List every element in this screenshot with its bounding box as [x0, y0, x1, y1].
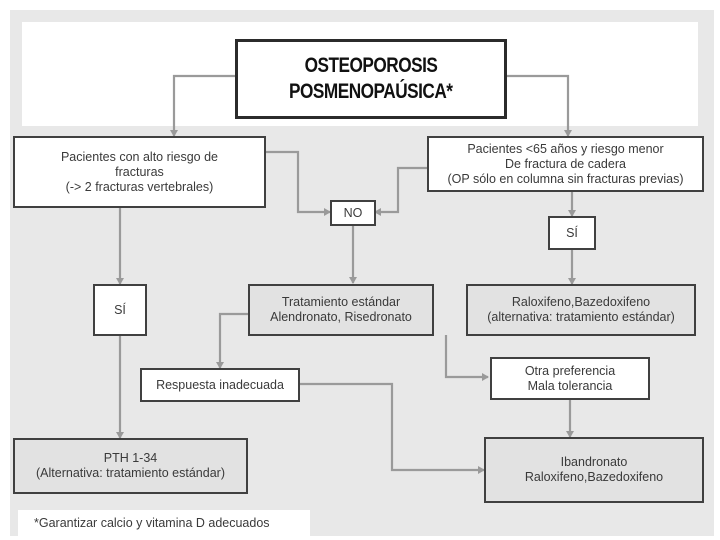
no-box: NO — [330, 200, 376, 226]
title-line-2: POSMENOPAÚSICA* — [289, 80, 453, 103]
connector-standard-to-inadequate — [220, 314, 248, 368]
high-risk-box: Pacientes con alto riesgo de fracturas (-> 2 fracturas vertebrales) — [13, 136, 266, 208]
standard-treatment-box: Tratamiento estándar Alendronato, Risedronato — [248, 284, 434, 336]
footnote: *Garantizar calcio y vitamina D adecuados — [18, 510, 310, 536]
connector-standard-to-other — [446, 335, 488, 377]
connector-inadequate-to-ibandronato — [300, 384, 484, 470]
connector-title-to-low-risk — [505, 76, 568, 136]
connector-title-to-high-risk — [174, 76, 236, 136]
si-right-box: SÍ — [548, 216, 596, 250]
other-preference-box: Otra preferencia Mala tolerancia — [490, 357, 650, 400]
inadequate-response-box: Respuesta inadecuada — [140, 368, 300, 402]
title-line-1: OSTEOPOROSIS — [304, 54, 438, 77]
ibandronato-box: Ibandronato Raloxifeno,Bazedoxifeno — [484, 437, 704, 503]
pth-box: PTH 1-34 (Alternativa: tratamiento estándar) — [13, 438, 248, 494]
connector-low-risk-to-no — [375, 168, 428, 212]
title-box — [235, 39, 507, 119]
raloxifeno-box: Raloxifeno,Bazedoxifeno (alternativa: tratamiento estándar) — [466, 284, 696, 336]
si-left-box: SÍ — [93, 284, 147, 336]
connector-high-risk-to-no — [264, 152, 330, 212]
low-risk-box: Pacientes <65 años y riesgo menor De fractura de cadera (OP sólo en columna sin fracturas previas) — [427, 136, 704, 192]
